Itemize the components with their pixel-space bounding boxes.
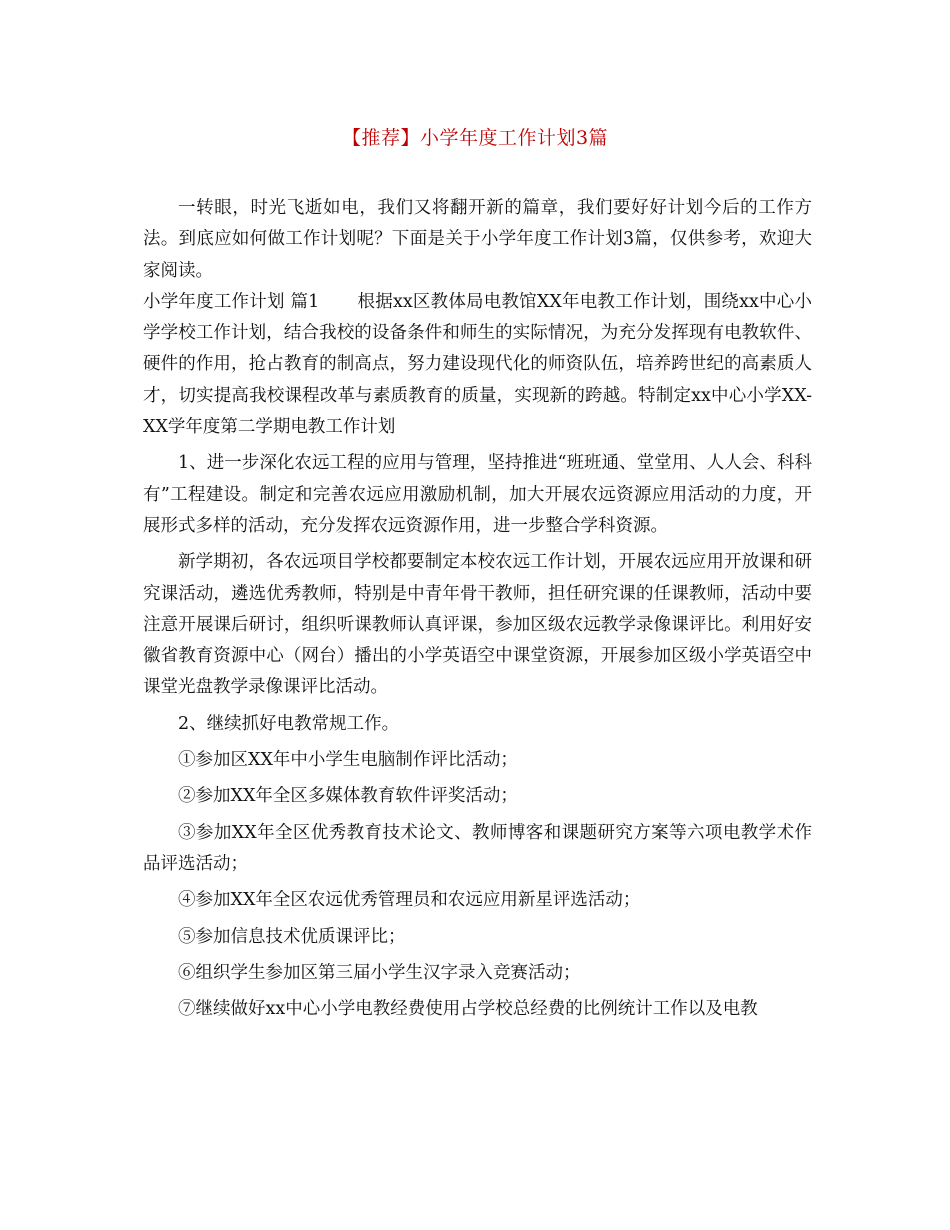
list-item: ③参加XX年全区优秀教育技术论文、教师博客和课题研究方案等六项电教学术作品评选活动； [143,822,812,874]
section-lead-text: 根据xx区教体局电教馆XX年电教工作计划，围绕xx中心小学学校工作计划，结合我校的设备条件和师生的实际情况，为充分发挥现有电教软件、硬件的作用，抢占教育的制高点，努力建设现代化的师资队伍，培养跨世纪的高素质人才，切实提高我校课程改革与素质教育的质量，实现新的跨越。特制定xx中心小学XX-XX学年度第二学期电教工作计划 [143,291,812,438]
body-paragraph: 2、继续抓好电教常规工作。 [178,713,400,734]
list-item: ⑤参加信息技术优质课评比； [178,926,406,947]
list-item: ②参加XX年全区多媒体教育软件评奖活动； [178,786,518,807]
section-paragraph [143,287,812,443]
body-paragraph: 新学期初，各农远项目学校都要制定本校农远工作计划，开展农远应用开放课和研究课活动，遴选优秀教师，特别是中青年骨干教师，担任研究课的任课教师，活动中要注意开展课后研讨，组织听课教师认真评课，参加区级农远教学录像课评比。利用好安徽省教育资源中心（网台）播出的小学英语空中课堂资源，开展参加区级小学英语空中课堂光盘教学录像课评比活动。 [143,552,812,698]
document-body [143,193,812,1025]
section-heading: 小学年度工作计划 篇1 [143,291,320,312]
list-item: ⑥组织学生参加区第三届小学生汉字录入竞赛活动； [178,962,581,983]
list-item: ④参加XX年全区农远优秀管理员和农远应用新星评选活动； [178,890,641,911]
body-paragraph: 1、进一步深化农远工程的应用与管理，坚持推进“班班通、堂堂用、人人会、科科有”工程建设。制定和完善农远应用激励机制，加大开展农远资源应用活动的力度，开展形式多样的活动，充分发挥农远资源作用，进一步整合学科资源。 [143,453,812,536]
intro-paragraph: 一转眼，时光飞逝如电，我们又将翻开新的篇章，我们要好好计划今后的工作方法。到底应如何做工作计划呢？下面是关于小学年度工作计划3篇，仅供参考，欢迎大家阅读。 [143,198,812,281]
list-item: ⑦继续做好xx中心小学电教经费使用占学校总经费的比例统计工作以及电教 [178,999,758,1020]
document-title: 【推荐】小学年度工作计划3篇 [341,127,609,149]
list-item: ①参加区XX年中小学生电脑制作评比活动； [178,750,518,771]
